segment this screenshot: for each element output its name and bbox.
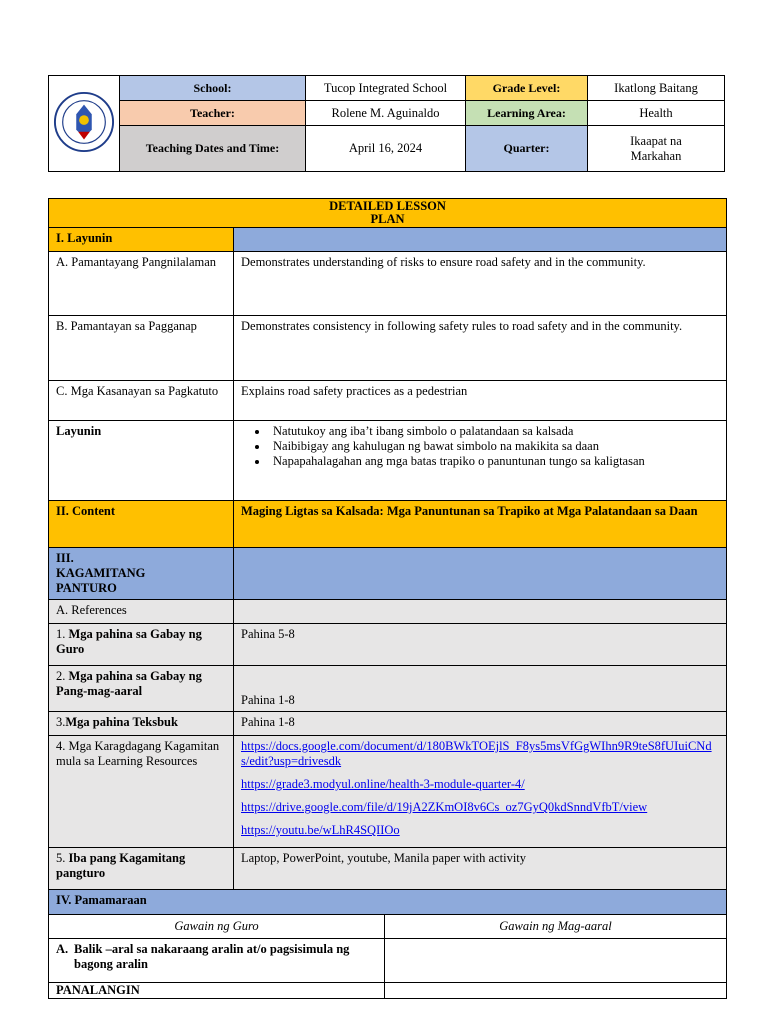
resource-link[interactable]: https://drive.google.com/file/d/19jA2ZKmOI8v6Cs_oz7GyQ0kdSnndVfbT/view [241, 800, 648, 814]
teaching-dates-label: Teaching Dates and Time: [120, 126, 306, 172]
step-a-letter: A. [56, 942, 69, 956]
gabay-guro-value: Pahina 5-8 [234, 624, 727, 666]
section3-line1: III. [56, 551, 74, 565]
plan-title-line1: DETAILED LESSON [329, 199, 446, 213]
school-label: School: [120, 76, 306, 101]
header-table [48, 75, 725, 172]
col-gawain-mag-aaral: Gawain ng Mag-aaral [385, 915, 727, 939]
gabay-guro-num: 1. [56, 627, 66, 641]
section-content: II. Content [49, 501, 234, 548]
references-label: A. References [49, 600, 234, 624]
section3-line2: KAGAMITANG [56, 566, 146, 580]
kasanayan-label: C. Mga Kasanayan sa Pagkatuto [49, 381, 234, 421]
deped-seal-icon [53, 91, 115, 153]
quarter-label: Quarter: [466, 126, 588, 172]
col-gawain-guro: Gawain ng Guro [49, 915, 385, 939]
step-a [56, 942, 377, 972]
resource-link[interactable]: https://grade3.modyul.online/health-3-module-quarter-4/ [241, 777, 525, 791]
learning-resources-links [234, 736, 727, 848]
grade-level-value: Ikatlong Baitang [588, 76, 725, 101]
panalangin-student [385, 983, 727, 999]
school-value: Tucop Integrated School [306, 76, 466, 101]
teaching-dates-value: April 16, 2024 [306, 126, 466, 172]
iba-pang-num: 5. [56, 851, 66, 865]
section-layunin: I. Layunin [49, 228, 234, 252]
layunin-list-cell [234, 421, 727, 501]
deped-seal-cell [49, 76, 120, 172]
step-a-text: Balik –aral sa nakaraang aralin at/o pagsisimula ng bagong aralin [74, 942, 350, 971]
pamantayan-pagganap-value: Demonstrates consistency in following safety rules to road safety and in the community. [234, 316, 727, 381]
layunin-label: Layunin [49, 421, 234, 501]
pamantayan-pagganap-label: B. Pamantayan sa Pagganap [49, 316, 234, 381]
section3-fill [234, 548, 727, 600]
teacher-label: Teacher: [120, 101, 306, 126]
pamantayang-pangnilalaman-value: Demonstrates understanding of risks to ensure road safety and in the community. [234, 252, 727, 316]
learning-area-value: Health [588, 101, 725, 126]
teksbuk-num: 3. [56, 715, 66, 729]
gabay-guro-text: Mga pahina sa Gabay ng Guro [56, 627, 202, 656]
step-a-student [385, 939, 727, 983]
step-a-cell [49, 939, 385, 983]
section-kagamitang-panturo [49, 548, 234, 600]
gabay-guro-label [49, 624, 234, 666]
list-item: • Naibibigay ang kahulugan ng bawat simbolo na makikita sa daan [269, 439, 719, 454]
plan-title-line2: PLAN [370, 212, 405, 226]
kasanayan-value: Explains road safety practices as a pedestrian [234, 381, 727, 421]
gabay-mag-aaral-label [49, 666, 234, 712]
references-fill [234, 600, 727, 624]
karagdagang-kagamitan-label: 4. Mga Karagdagang Kagamitan mula sa Learning Resources [49, 736, 234, 848]
gabay-mag-aaral-value: Pahina 1-8 [234, 666, 727, 712]
iba-pang-text: Iba pang Kagamitang pangturo [56, 851, 186, 880]
teksbuk-label [49, 712, 234, 736]
section-pamamaraan: IV. Pamamaraan [49, 890, 727, 915]
teacher-value: Rolene M. Aguinaldo [306, 101, 466, 126]
resource-link[interactable]: https://docs.google.com/document/d/180BWkTOEjlS_F8ys5msVfGgWIhn9R9teS8fUIuiCNds/edit?usp=drivesdk [241, 739, 712, 768]
panalangin-label: PANALANGIN [49, 983, 385, 999]
section-layunin-fill [234, 228, 727, 252]
pamantayang-pangnilalaman-label: A. Pamantayang Pangnilalaman [49, 252, 234, 316]
section3-line3: PANTURO [56, 581, 117, 595]
gabay-mag-aaral-num: 2. [56, 669, 66, 683]
quarter-value: Ikaapat na Markahan [588, 126, 725, 172]
learning-area-label: Learning Area: [466, 101, 588, 126]
gabay-mag-aaral-text: Mga pahina sa Gabay ng Pang-mag-aaral [56, 669, 202, 698]
iba-pang-kagamitan-label [49, 848, 234, 890]
iba-pang-kagamitan-value: Laptop, PowerPoint, youtube, Manila paper with activity [234, 848, 727, 890]
plan-title [49, 199, 727, 228]
objectives-list [241, 424, 719, 469]
list-item: • Natutukoy ang iba’t ibang simbolo o palatandaan sa kalsada [269, 424, 719, 439]
teksbuk-value: Pahina 1-8 [234, 712, 727, 736]
list-item: • Napapahalagahan ang mga batas trapiko o panuntunan tungo sa kaligtasan [269, 454, 719, 469]
teksbuk-text: Mga pahina Teksbuk [65, 715, 178, 729]
resource-link[interactable]: https://youtu.be/wLhR4SQIIOo [241, 823, 400, 837]
content-value: Maging Ligtas sa Kalsada: Mga Panuntunan sa Trapiko at Mga Palatandaan sa Daan [234, 501, 727, 548]
grade-level-label: Grade Level: [466, 76, 588, 101]
lesson-plan-table [48, 198, 727, 999]
